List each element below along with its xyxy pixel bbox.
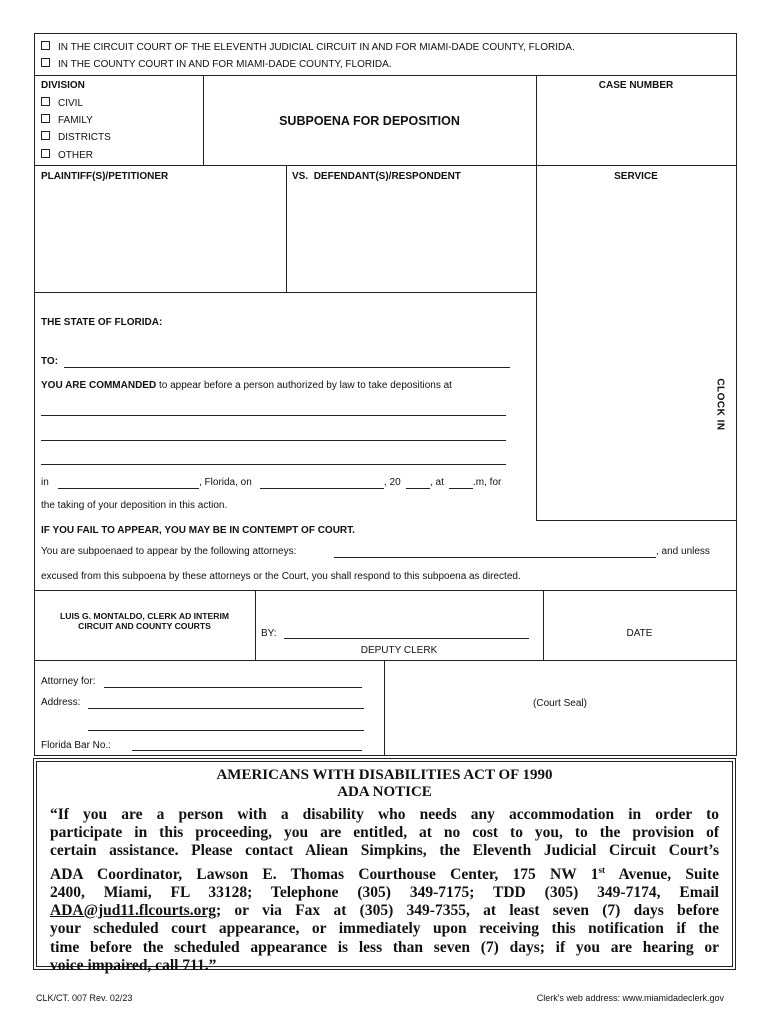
case-vert-right (536, 75, 537, 521)
division-option-districts[interactable]: DISTRICTS (41, 131, 111, 144)
ada-line-9: voice impaired, call 711.” (50, 956, 217, 974)
clockin-bottom (536, 520, 737, 521)
outer-left-border (34, 33, 35, 755)
form-number: CLK/CT. 007 Rev. 02/23 (36, 993, 133, 1003)
florida-on-label: , Florida, on (199, 477, 252, 488)
address-label: Address: (41, 697, 81, 708)
year-field[interactable] (406, 488, 430, 489)
ada-line-6: ADA@jud11.flcourts.org; or via Fax at (305) 349-7355, at least seven (7) days before (50, 902, 719, 920)
date-label: DATE (626, 628, 653, 639)
ada-line-5: 2400, Miami, FL 33128; Telephone (305) 349-7175; TDD (305) 349-7174, Email (50, 883, 719, 901)
case-number-field[interactable] (540, 96, 732, 162)
plaintiff-label: PLAINTIFF(S)/PETITIONER (41, 171, 169, 182)
division-label: DIVISION (41, 80, 85, 91)
ada-notice-body (50, 806, 719, 975)
m-for-label: .m, for (473, 477, 502, 488)
division-option-civil[interactable]: CIVIL (41, 97, 83, 110)
ada-line-1: “If you are a person with a disability who needs any accommodation in order to (50, 806, 719, 823)
ada-title-line-1: AMERICANS WITH DISABILITIES ACT OF 1990 (216, 767, 553, 783)
location-field-3[interactable] (41, 464, 506, 465)
clerk-web-address[interactable]: Clerk's web address: www.miamidadeclerk.gov (536, 993, 724, 1003)
ada-title (36, 767, 733, 801)
clock-in-label: CLOCK IN (714, 378, 726, 431)
court-option-circuit[interactable]: IN THE CIRCUIT COURT OF THE ELEVENTH JUDICIAL CIRCUIT IN AND FOR MIAMI-DADE COUNTY, FLORIDA. (41, 41, 575, 54)
commanded-text: YOU ARE COMMANDED to appear before a person authorized by law to take depositions at (41, 380, 452, 391)
ada-line-2: participate in this proceeding, you are entitled, at no cost to you, to the provision of (50, 824, 719, 842)
defendant-field[interactable] (290, 186, 532, 288)
clerk-vert-2 (543, 590, 544, 660)
date-field[interactable] (260, 488, 384, 489)
clerk-name-line-1: LUIS G. MONTALDO, CLERK AD INTERIM (60, 611, 229, 621)
by-label: BY: (261, 628, 277, 639)
ada-line-7: your scheduled court appearance, or immediately upon receiving this notification if the (50, 920, 719, 938)
ada-line-8: time before the scheduled appearance is less than seven (7) days; if you are hearing or (50, 938, 719, 956)
ada-title-line-2: ADA NOTICE (337, 784, 432, 800)
address-field-2[interactable] (88, 730, 364, 731)
checkbox-family[interactable] (41, 114, 50, 123)
excused-text: excused from this subpoena by these attorneys or the Court, you shall respond to this subpoena as directed. (41, 571, 521, 582)
bar-no-field[interactable] (132, 750, 362, 751)
attorney-for-label: Attorney for: (41, 676, 96, 687)
parties-divider (34, 292, 536, 293)
to-label: TO: (41, 356, 59, 367)
checkbox-districts[interactable] (41, 131, 50, 140)
clerk-bottom (34, 660, 737, 661)
defendant-label (292, 171, 461, 183)
location-field-1[interactable] (41, 415, 506, 416)
form-title: SUBPOENA FOR DEPOSITION (279, 114, 460, 128)
state-of-florida: THE STATE OF FLORIDA: (41, 317, 163, 328)
court-option-county[interactable]: IN THE COUNTY COURT IN AND FOR MIAMI-DADE COUNTY, FLORIDA. (41, 58, 392, 71)
division-option-other[interactable]: OTHER (41, 149, 93, 162)
contempt-warning: IF YOU FAIL TO APPEAR, YOU MAY BE IN CONTEMPT OF COURT. (41, 525, 355, 536)
attorney-right (736, 660, 737, 756)
outer-top-border (34, 33, 737, 34)
taking-text: the taking of your deposition in this action. (41, 500, 228, 511)
checkbox-other[interactable] (41, 149, 50, 158)
time-field[interactable] (449, 488, 473, 489)
to-field[interactable] (64, 367, 510, 368)
clerk-name (34, 611, 255, 631)
checkbox-circuit[interactable] (41, 41, 50, 50)
at-label: , at (430, 477, 444, 488)
checkbox-county[interactable] (41, 58, 50, 67)
case-number-label: CASE NUMBER (598, 80, 674, 91)
deputy-clerk-label: DEPUTY CLERK (360, 645, 438, 656)
attorney-for-field[interactable] (104, 687, 362, 688)
service-label: SERVICE (614, 171, 658, 182)
defendant-label-text: DEFENDANT(S)/RESPONDENT (313, 171, 461, 182)
court-seal-label: (Court Seal) (533, 698, 587, 709)
year-prefix-label: , 20 (384, 477, 401, 488)
parties-vert (286, 165, 287, 292)
division-option-family[interactable]: FAMILY (41, 114, 93, 127)
city-field[interactable] (58, 488, 199, 489)
division-divider (34, 165, 737, 166)
checkbox-civil[interactable] (41, 97, 50, 106)
ada-email-link[interactable]: ADA@jud11.flcourts.org (50, 902, 216, 920)
plaintiff-field[interactable] (38, 186, 282, 288)
vs-label: VS. (292, 171, 309, 182)
in-label: in (41, 477, 49, 488)
attorney-bottom (34, 755, 737, 756)
clerk-vert-right (736, 590, 737, 660)
attorneys-field[interactable] (334, 557, 656, 558)
clerk-name-line-2: CIRCUIT AND COUNTY COURTS (78, 621, 211, 631)
outer-right-border (736, 33, 737, 590)
header-divider (34, 75, 737, 76)
address-field-1[interactable] (88, 708, 364, 709)
location-field-2[interactable] (41, 440, 506, 441)
clerk-top (34, 590, 737, 591)
attorneys-prefix: You are subpoenaed to appear by the following attorneys: (41, 546, 297, 557)
attorneys-suffix: , and unless (656, 546, 710, 557)
ada-line-3: certain assistance. Please contact Aliean Simpkins, the Eleventh Judicial Circuit Court’s (50, 842, 719, 860)
deputy-signature-field[interactable] (284, 638, 529, 639)
bar-no-label: Florida Bar No.: (41, 740, 112, 751)
ada-line-4: ADA Coordinator, Lawson E. Thomas Courthouse Center, 175 NW 1st Avenue, Suite (50, 864, 719, 883)
